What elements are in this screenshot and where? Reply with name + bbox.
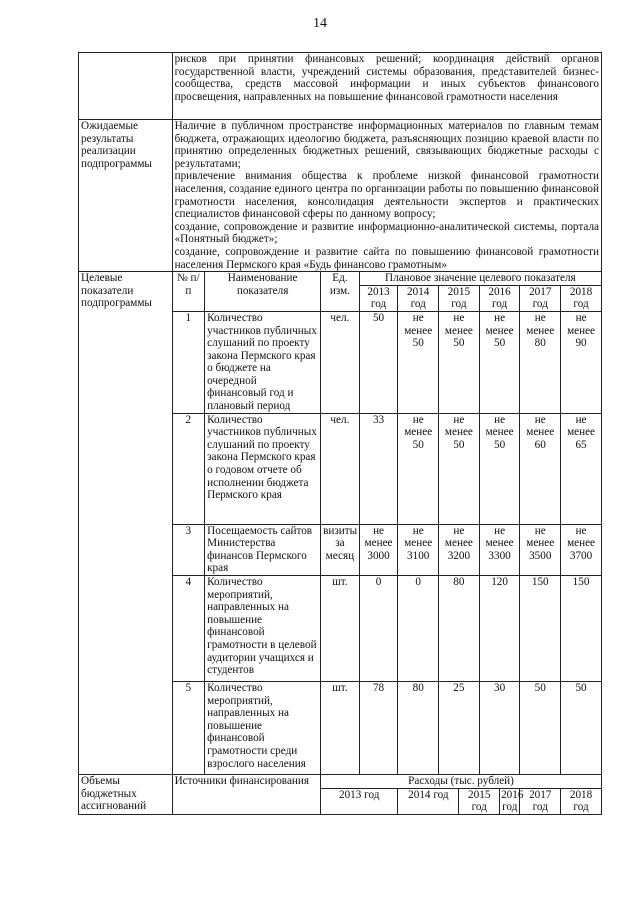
row-value: не менее 3700: [561, 524, 602, 575]
row-value: 25: [439, 682, 480, 775]
row-value: 120: [479, 576, 520, 682]
row-unit: чел.: [321, 311, 360, 413]
row-value: не менее 60: [520, 413, 561, 524]
col-num-header: № п/п: [172, 272, 205, 312]
continuation-text: рисков при принятии финансовых решений; координация действий органов государственной власти, учреждений системы образования, представителей бизнес-сообщества, средств массовой информации и иных субъектов финансового просвещения, направленных на повышение финансовой грамотности населения: [172, 53, 601, 120]
expected-result-item: создание, сопровождение и развитие сайта по повышению финансовой грамотности населения Пермского края «Будь финансово грамотным»: [174, 245, 599, 271]
budget-year: 2013 год: [321, 788, 398, 814]
row-value: не менее 3000: [359, 524, 398, 575]
col-plan-header: Плановое значение целевого показателя: [359, 272, 601, 286]
passport-table: [78, 52, 602, 815]
row-value: не менее 3500: [520, 524, 561, 575]
row-value: 150: [561, 576, 602, 682]
row-value: 80: [398, 682, 439, 775]
row-value: 78: [359, 682, 398, 775]
row-unit: визиты за месяц: [321, 524, 360, 575]
targets-header-row: [79, 272, 602, 286]
row-num: 4: [172, 576, 205, 682]
year-header: 2016 год: [479, 285, 520, 311]
row-unit: шт.: [321, 682, 360, 775]
row-value: 0: [359, 576, 398, 682]
row-value: не менее 80: [520, 311, 561, 413]
continuation-row: [79, 53, 602, 120]
budget-year: 2018 год: [561, 788, 602, 814]
row-value: 50: [359, 311, 398, 413]
row-value: не менее 50: [398, 311, 439, 413]
row-num: 5: [172, 682, 205, 775]
row-unit: шт.: [321, 576, 360, 682]
col-unit-header: Ед. изм.: [321, 272, 360, 312]
row-value: 80: [439, 576, 480, 682]
year-header: 2013 год: [359, 285, 398, 311]
year-header: 2014 год: [398, 285, 439, 311]
row-value: 33: [359, 413, 398, 524]
budget-year: 2017 год: [520, 788, 561, 814]
page-number: 14: [313, 16, 327, 31]
budget-expenses-label: Расходы (тыс. рублей): [321, 775, 602, 789]
row-value: не менее 50: [479, 311, 520, 413]
row-value: не менее 50: [479, 413, 520, 524]
row-value: не менее 50: [439, 413, 480, 524]
row-name: Количество участников публичных слушаний по проекту закона Пермского края о годовом отчете об исполнении бюджета Пермского края: [205, 413, 321, 524]
expected-result-item: привлечение внимания общества к проблеме низкой финансовой грамотности населения, создание единого центра по организации работы по повышению финансовой грамотности населения, консолидация деятельности экспертов и практических специалистов финансовой сферы по данному вопросу;: [174, 170, 599, 221]
row-num: 1: [172, 311, 205, 413]
budget-year: 2016 год: [501, 788, 524, 814]
row-value: не менее 65: [561, 413, 602, 524]
row-name: Количество участников публичных слушаний по проекту закона Пермского края о бюджете на очередной финансовый год и плановый период: [205, 311, 321, 413]
row-value: 0: [398, 576, 439, 682]
budget-label: Объемы бюджетных ассигнований: [79, 775, 173, 815]
row-unit: чел.: [321, 413, 360, 524]
expected-results-label: Ожидаемые результаты реализации подпрограммы: [79, 120, 173, 272]
row-num: 3: [172, 524, 205, 575]
year-header: 2017 год: [520, 285, 561, 311]
row-value: 150: [520, 576, 561, 682]
expected-results-list: [172, 120, 601, 272]
year-header: 2018 год: [561, 285, 602, 311]
row-value: не менее 50: [398, 413, 439, 524]
row-value: 30: [479, 682, 520, 775]
row-value: 50: [520, 682, 561, 775]
row-name: Посещаемость сайтов Министерства финансов Пермского края: [205, 524, 321, 575]
col-name-header: Наименование показателя: [205, 272, 321, 312]
expected-result-item: создание, сопровождение и развитие информационно-аналитической системы, портала «Понятный бюджет»;: [174, 220, 599, 246]
budget-sources-label: Источники финансирования: [172, 775, 321, 815]
row-name: Количество мероприятий, направленных на повышение финансовой грамотности среди взрослого населения: [205, 682, 321, 775]
expected-result-item: Наличие в публичном пространстве информационных материалов по главным темам бюджета, отражающих идеологию бюджета, разъясняющих позицию краевой власти по принятию определенных бюджетных решений, связывающих бюджетные расходы с результатами;: [174, 120, 599, 170]
year-header: 2015 год: [439, 285, 480, 311]
row-value: не менее 50: [439, 311, 480, 413]
budget-year: 2014 год: [398, 788, 459, 814]
row-num: 2: [172, 413, 205, 524]
row-value: 50: [561, 682, 602, 775]
budget-header-row: [79, 775, 602, 789]
row-value: не менее 3300: [479, 524, 520, 575]
budget-year: 2015 год: [459, 788, 500, 814]
expected-results-row: [79, 120, 602, 272]
row-name: Количество мероприятий, направленных на повышение финансовой грамотности в целевой аудитории учащихся и студентов: [205, 576, 321, 682]
row-value: не менее 90: [561, 311, 602, 413]
targets-label: Целевые показатели подпрограммы: [79, 272, 173, 775]
row-value: не менее 3200: [439, 524, 480, 575]
row-value: не менее 3100: [398, 524, 439, 575]
